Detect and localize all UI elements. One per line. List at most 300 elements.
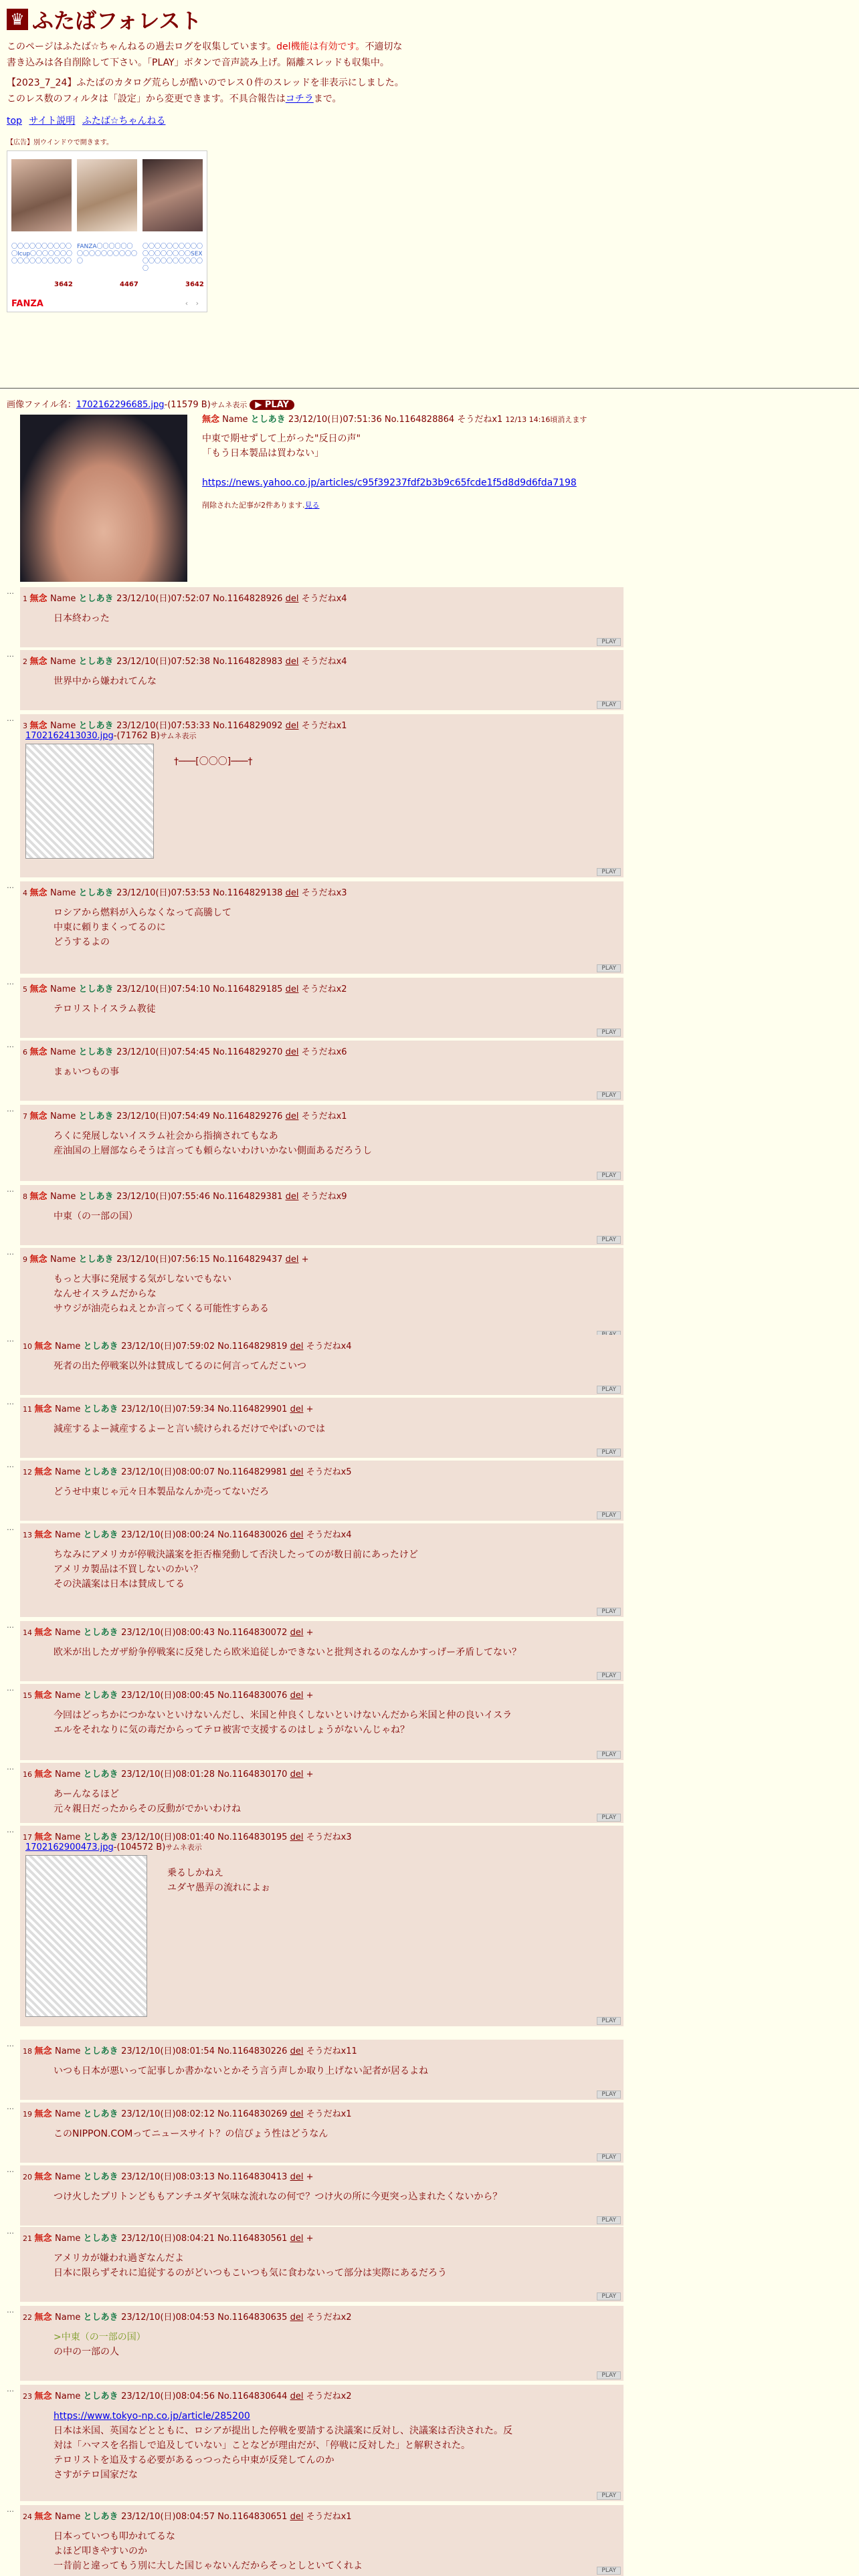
reply-number: 20: [23, 2173, 35, 2181]
reply-dots: …: [7, 1684, 14, 1693]
reply-message: [167, 1866, 270, 1895]
reply-dots: …: [7, 714, 14, 723]
reply-22: [7, 2306, 856, 2381]
reply-message: [54, 1002, 156, 1016]
reply-header: [23, 1767, 313, 1780]
update-text: 【2023_7_24】ふたばのカタログ荒らしが酷いのでレス０件のスレッドを非表示にしました。このレス数のフィルタは「設定」から変更できます。不具合報告は: [7, 78, 404, 104]
del-link[interactable]: del: [285, 594, 299, 604]
reply-dots: …: [7, 1826, 14, 1834]
reply-datetime: 23/12/10(日)08:01:54: [121, 2046, 218, 2056]
quote-text: >中東（の一部の国）: [54, 2332, 146, 2343]
reply-name: としあき: [83, 1467, 122, 1477]
site-title: ふたばフォレスト: [32, 8, 202, 33]
reply-dots: …: [7, 1763, 14, 1772]
reply-play-button[interactable]: PLAY: [597, 1448, 621, 1457]
reply-datetime: 23/12/10(日)07:55:46: [116, 1192, 213, 1202]
sodane-button[interactable]: +: [303, 1628, 314, 1638]
reply-play-button[interactable]: PLAY: [597, 1608, 621, 1616]
reply-header: [23, 1402, 313, 1414]
reply-dots: …: [7, 587, 14, 596]
reply-subject: 無念: [34, 1404, 56, 1414]
reply-play-button[interactable]: PLAY: [597, 1386, 621, 1394]
reply-10: [7, 1335, 856, 1395]
sodane-button[interactable]: +: [303, 1769, 314, 1780]
reply-name: としあき: [83, 1404, 122, 1414]
reply-dots: …: [7, 1185, 14, 1194]
reply-image[interactable]: [25, 1855, 147, 2017]
reply-number: 16: [23, 1770, 35, 1779]
reply-text: 欧米が出したガザ紛争停戦案に反発したら欧米追従しかできないと批判されるのなんかすっげー矛盾してない？: [54, 1647, 522, 1658]
reply-dots: …: [7, 2165, 14, 2174]
reply-post-number[interactable]: No.1164828926: [213, 594, 286, 604]
reply-name-label: Name: [55, 1769, 84, 1780]
update-text-end: まで。: [313, 94, 342, 104]
reply-1: [7, 587, 856, 647]
reply-name: としあき: [83, 1341, 122, 1352]
del-link[interactable]: del: [290, 2313, 304, 2323]
reply-number: 15: [23, 1691, 35, 1700]
reply-datetime: 23/12/10(日)08:00:43: [121, 1628, 218, 1638]
reply-dots: …: [7, 2505, 14, 2514]
reply-dots: …: [7, 1461, 14, 1469]
reply-post-number[interactable]: No.1164830651: [217, 2512, 290, 2522]
reply-dots: …: [7, 978, 14, 986]
del-link[interactable]: del: [285, 721, 299, 731]
reply-play-button[interactable]: PLAY: [597, 868, 621, 876]
reply-subject: 無念: [34, 1832, 56, 1842]
sodane-button[interactable]: そうだねx5: [303, 1467, 352, 1477]
reply-post-number[interactable]: No.1164830076: [217, 1691, 290, 1701]
reply-name: としあき: [78, 1192, 117, 1202]
reply-box: [20, 2040, 624, 2100]
reply-play-button[interactable]: PLAY: [597, 1672, 621, 1680]
reply-play-button[interactable]: PLAY: [597, 2371, 621, 2379]
reply-number: 14: [23, 1628, 35, 1637]
reply-header: [23, 1339, 352, 1352]
reply-message: [54, 1708, 512, 1737]
sodane-button[interactable]: そうだねx3: [298, 888, 347, 898]
del-link[interactable]: del: [290, 1769, 304, 1780]
del-link[interactable]: del: [285, 984, 299, 994]
ad-text-3[interactable]: 〇〇〇〇〇〇〇〇〇〇〇〇〇〇〇〇〇〇SEX〇〇〇〇〇〇〇〇〇〇〇: [142, 243, 203, 272]
reply-text: 世界中から嫌われてんな: [54, 676, 157, 687]
reply-box: [20, 1621, 624, 1681]
reply-box: [20, 1248, 624, 1340]
del-link[interactable]: del: [285, 657, 299, 667]
sodane-button[interactable]: そうだねx4: [303, 1530, 352, 1540]
reply-subject: 無念: [29, 721, 51, 731]
reply-box: [20, 2103, 624, 2163]
reply-number: 12: [23, 1468, 35, 1477]
reply-number: 8: [23, 1192, 30, 1201]
reply-name: としあき: [78, 1111, 117, 1121]
op-image[interactable]: [20, 415, 187, 582]
reply-post-number[interactable]: No.1164830269: [217, 2109, 290, 2119]
del-link[interactable]: del: [285, 1111, 299, 1121]
sodane-button[interactable]: そうだねx2: [303, 2391, 352, 2401]
del-link[interactable]: del: [290, 2234, 304, 2244]
reply-header: [23, 1252, 308, 1265]
reply-4: [7, 881, 856, 974]
reply-21: [7, 2227, 856, 2302]
op-file-line: [7, 397, 850, 410]
reply-name-label: Name: [55, 1404, 84, 1414]
reply-number: 13: [23, 1531, 35, 1539]
reply-box: [20, 1335, 624, 1395]
reply-box: [20, 1826, 624, 2026]
reply-link[interactable]: https://www.tokyo-np.co.jp/article/285200: [54, 2411, 250, 2422]
reply-play-button[interactable]: PLAY: [597, 2153, 621, 2161]
reply-7: [7, 1105, 856, 1181]
reply-post-number[interactable]: No.1164830226: [217, 2046, 290, 2056]
reply-post-number[interactable]: No.1164829437: [213, 1255, 286, 1265]
sodane-button[interactable]: そうだねx11: [303, 2046, 357, 2056]
reply-20: [7, 2165, 856, 2226]
reply-play-button[interactable]: PLAY: [597, 701, 621, 709]
reply-name: としあき: [83, 2391, 122, 2401]
reply-subject: 無念: [34, 1769, 56, 1780]
reply-message: [54, 1209, 138, 1224]
reply-box: [20, 1105, 624, 1181]
op-file-link[interactable]: 1702162296685.jpg: [76, 400, 165, 410]
op-sodane[interactable]: そうだねx1: [457, 415, 503, 425]
reply-post-number[interactable]: No.1164829185: [213, 984, 286, 994]
reply-number: 4: [23, 889, 30, 897]
reply-name-label: Name: [55, 2109, 84, 2119]
del-link[interactable]: del: [290, 1404, 304, 1414]
reply-header: [23, 1189, 347, 1202]
reply-dots: …: [7, 881, 14, 890]
reply-text: の中の一部の人: [54, 2347, 119, 2357]
reply-name-label: Name: [55, 1691, 84, 1701]
sodane-button[interactable]: そうだねx4: [303, 1341, 352, 1352]
ad-count-2: 4467: [120, 281, 138, 288]
reply-text: テロリストイスラム教徒: [54, 1004, 156, 1014]
reply-image[interactable]: [25, 744, 154, 859]
file-label: 画像ファイル名：: [7, 400, 76, 410]
intro-update: [7, 75, 408, 107]
reply-post-number[interactable]: No.1164830561: [217, 2234, 290, 2244]
reply-play-button[interactable]: PLAY: [597, 2567, 621, 2575]
sodane-button[interactable]: そうだねx2: [303, 2313, 352, 2323]
reply-play-button[interactable]: PLAY: [597, 964, 621, 972]
sodane-button[interactable]: +: [303, 1404, 314, 1414]
reply-post-number[interactable]: No.1164829381: [213, 1192, 286, 1202]
reply-post-number[interactable]: No.1164829138: [213, 888, 286, 898]
reply-number: 22: [23, 2313, 35, 2322]
reply-text: 日本っていつも叩かれてるな よほど叩きやすいのか 一昔前と違ってもう別に大した国じゃないんだからそっとしといてくれよ: [54, 2531, 363, 2571]
reply-dots: …: [7, 1335, 14, 1344]
sodane-button[interactable]: そうだねx1: [298, 1111, 347, 1121]
reply-post-number[interactable]: No.1164829276: [213, 1111, 286, 1121]
reply-number: 19: [23, 2110, 35, 2119]
reply-box: [20, 1041, 624, 1101]
reply-dots: …: [7, 2306, 14, 2315]
reply-dots: …: [7, 1398, 14, 1406]
reply-box: [20, 2306, 624, 2381]
reply-datetime: 23/12/10(日)07:52:07: [116, 594, 213, 604]
reply-dots: …: [7, 2385, 14, 2393]
del-link[interactable]: del: [285, 1047, 299, 1057]
ad-banner[interactable]: [7, 150, 207, 312]
reply-post-number[interactable]: No.1164830195: [217, 1832, 290, 1842]
reply-text: まぁいつもの事: [54, 1067, 119, 1077]
reply-text: 中東（の一部の国）: [54, 1211, 138, 1222]
reply-text: ロシアから燃料が入らなくなって高騰して 中東に頼りまくってるのに どうするよの: [54, 907, 231, 948]
reply-19: [7, 2103, 856, 2163]
reply-number: 5: [23, 985, 30, 994]
del-link[interactable]: del: [290, 1691, 304, 1701]
reply-name-label: Name: [50, 1111, 79, 1121]
reply-number: 11: [23, 1405, 35, 1414]
reply-datetime: 23/12/10(日)08:00:24: [121, 1530, 218, 1540]
del-link[interactable]: del: [285, 1192, 299, 1202]
reply-file-size: -(104572 B): [113, 1842, 166, 1852]
ad-image-1[interactable]: [11, 159, 72, 231]
reply-dots: …: [7, 1248, 14, 1257]
reply-datetime: 23/12/10(日)08:03:13: [121, 2172, 218, 2182]
op-post: [7, 397, 850, 510]
del-link[interactable]: del: [290, 2172, 304, 2182]
reply-name: としあき: [83, 1691, 122, 1701]
ad-text-2[interactable]: FANZA〇〇〇〇〇〇〇〇〇〇〇〇〇〇〇〇〇: [77, 243, 138, 265]
reply-message: [54, 611, 110, 626]
ad-count-3: 3642: [185, 281, 204, 288]
reply-post-number[interactable]: No.1164830170: [217, 1769, 290, 1780]
reply-play-button[interactable]: PLAY: [597, 2492, 621, 2500]
reply-name-label: Name: [55, 1467, 84, 1477]
op-line-2: 「もう日本製品は買わない」: [202, 448, 324, 459]
del-link[interactable]: del: [290, 2512, 304, 2522]
sodane-button[interactable]: +: [298, 1255, 309, 1265]
nav-about-link[interactable]: サイト説明: [29, 116, 76, 126]
sodane-button[interactable]: +: [303, 1691, 314, 1701]
reply-post-number[interactable]: No.1164830413: [217, 2172, 290, 2182]
nav-links: [7, 114, 850, 127]
reply-message: [54, 1422, 325, 1436]
op-message: [202, 431, 804, 513]
reply-text: 死者の出た停戦案以外は賛成してるのに何言ってんだこいつ: [54, 1361, 306, 1372]
reply-play-button[interactable]: PLAY: [597, 638, 621, 646]
reply-header: [23, 1465, 352, 1477]
show-deleted-link[interactable]: 見る: [304, 501, 320, 510]
reply-message: [54, 1065, 119, 1079]
del-link[interactable]: del: [290, 2046, 304, 2056]
reply-box: [20, 1398, 624, 1458]
op-line-1: 中東で期せずして上がった"反日の声": [202, 433, 361, 444]
reply-header: [23, 1527, 352, 1540]
reply-name-label: Name: [50, 594, 79, 604]
ad-nav-arrows[interactable]: ‹ ›: [185, 299, 201, 308]
op-number[interactable]: No.1164828864: [384, 415, 455, 425]
del-link[interactable]: del: [290, 1832, 304, 1842]
reply-header: [23, 654, 347, 667]
reply-post-number[interactable]: No.1164830635: [217, 2313, 290, 2323]
reply-message: [54, 1272, 269, 1316]
reply-number: 6: [23, 1048, 30, 1057]
reply-post-number[interactable]: No.1164829092: [213, 721, 286, 731]
del-link[interactable]: del: [285, 888, 299, 898]
op-name: としあき: [250, 415, 286, 425]
op-article-link[interactable]: https://news.yahoo.co.jp/articles/c95f39237fdf2b3b9c65fcde1f5d8d9d6fda7198: [202, 477, 577, 488]
reply-header: [23, 1625, 313, 1638]
reply-datetime: 23/12/10(日)08:04:53: [121, 2313, 218, 2323]
reply-datetime: 23/12/10(日)08:04:56: [121, 2391, 218, 2401]
reply-datetime: 23/12/10(日)08:04:57: [121, 2512, 218, 2522]
reply-message: [54, 2064, 428, 2078]
ad-count-1: 3642: [54, 281, 73, 288]
reply-play-button[interactable]: PLAY: [597, 2090, 621, 2099]
del-link[interactable]: del: [285, 1255, 299, 1265]
reply-name: としあき: [78, 657, 117, 667]
reply-text: 今回はどっちかにつかないといけないんだし、米国と仲良くしないといけないんだから米国と仲の良いイスラ エルをそれなりに気の毒だからってテロ被害で支援するのはしょうがないんじゃね？: [54, 1710, 512, 1735]
sodane-button[interactable]: そうだねx2: [298, 984, 347, 994]
sodane-button[interactable]: そうだねx4: [298, 657, 347, 667]
ad-text-1[interactable]: 〇〇〇〇〇〇〇〇〇〇〇Icup〇〇〇〇〇〇〇〇〇〇〇〇〇〇〇〇〇: [11, 243, 73, 265]
op-expire: 12/13 14:16頃消えます: [505, 415, 587, 424]
reply-post-number[interactable]: No.1164830026: [217, 1530, 290, 1540]
reply-datetime: 23/12/10(日)07:54:45: [116, 1047, 213, 1057]
reply-play-button[interactable]: PLAY: [597, 2017, 621, 2025]
reply-name-label: Name: [50, 1192, 79, 1202]
nav-top-link[interactable]: top: [7, 116, 22, 126]
reply-play-button[interactable]: PLAY: [597, 1511, 621, 1519]
reply-box: [20, 587, 624, 647]
reply-2: [7, 650, 856, 710]
sodane-button[interactable]: そうだねx1: [303, 2512, 352, 2522]
reply-subject: 無念: [34, 1628, 56, 1638]
reply-post-number[interactable]: No.1164830644: [217, 2391, 290, 2401]
reply-file-link[interactable]: 1702162413030.jpg: [25, 731, 114, 741]
reply-play-button[interactable]: PLAY: [597, 1029, 621, 1037]
reply-header: [23, 1045, 347, 1057]
reply-post-number[interactable]: No.1164829270: [213, 1047, 286, 1057]
reply-9: [7, 1248, 856, 1340]
del-link[interactable]: del: [290, 2109, 304, 2119]
reply-datetime: 23/12/10(日)07:56:15: [116, 1255, 213, 1265]
nav-futaba-link[interactable]: ふたば☆ちゃんねる: [82, 116, 166, 126]
reply-message: [174, 754, 253, 769]
reply-name: としあき: [78, 1255, 117, 1265]
intro-notice: [7, 39, 408, 71]
reply-play-button[interactable]: PLAY: [597, 2216, 621, 2224]
reply-datetime: 23/12/10(日)07:53:53: [116, 888, 213, 898]
reply-name: としあき: [83, 2046, 122, 2056]
sodane-button[interactable]: そうだねx1: [298, 721, 347, 731]
reply-name-label: Name: [50, 657, 79, 667]
sodane-button[interactable]: そうだねx9: [298, 1192, 347, 1202]
deleted-note: 削除された記事が2件あります.: [202, 501, 305, 510]
reply-text: あーんなるほど 元々親日だったからその反動がでかいわけね: [54, 1789, 241, 1814]
reply-post-number[interactable]: No.1164829819: [217, 1341, 290, 1352]
reply-play-button[interactable]: PLAY: [597, 1751, 621, 1759]
reply-message: [54, 2189, 502, 2204]
reply-subject: 無念: [29, 594, 51, 604]
sodane-button[interactable]: +: [303, 2172, 314, 2182]
op-play-button[interactable]: ▶ PLAY: [250, 400, 294, 410]
reply-datetime: 23/12/10(日)07:52:38: [116, 657, 213, 667]
reply-name: としあき: [78, 984, 117, 994]
reply-box: [20, 2165, 624, 2226]
reply-number: 18: [23, 2047, 35, 2056]
reply-header: [23, 2169, 313, 2182]
reply-post-number[interactable]: No.1164830072: [217, 1628, 290, 1638]
sodane-button[interactable]: そうだねx6: [298, 1047, 347, 1057]
reply-play-button[interactable]: PLAY: [597, 2292, 621, 2300]
del-link[interactable]: del: [290, 1467, 304, 1477]
reply-post-number[interactable]: No.1164829901: [217, 1404, 290, 1414]
reply-subject: 無念: [34, 1530, 56, 1540]
reply-header: [23, 2310, 352, 2323]
reply-play-button[interactable]: PLAY: [597, 1814, 621, 1822]
ad-image-2[interactable]: [77, 159, 137, 231]
reply-box: [20, 2385, 624, 2501]
reply-13: [7, 1523, 856, 1617]
sodane-button[interactable]: そうだねx4: [298, 594, 347, 604]
reply-box: [20, 1185, 624, 1245]
reply-subject: 無念: [29, 657, 51, 667]
del-link[interactable]: del: [290, 1530, 304, 1540]
intro-text-2: 不適切な書き込みは各自削除して下さい。「PLAY」ボタンで音声読み上げ。隔離スレッドも収集中。: [7, 41, 403, 68]
reply-name: としあき: [83, 1769, 122, 1780]
sodane-button[interactable]: そうだねx3: [303, 1832, 352, 1842]
reply-message: [54, 2251, 447, 2280]
reply-post-number[interactable]: No.1164828983: [213, 657, 286, 667]
reply-name: としあき: [78, 721, 117, 731]
report-link[interactable]: コチラ: [285, 94, 314, 104]
reply-play-button[interactable]: PLAY: [597, 1091, 621, 1099]
reply-subject: 無念: [29, 1047, 51, 1057]
reply-subject: 無念: [29, 888, 51, 898]
op-name-label: Name: [222, 415, 248, 425]
sodane-button[interactable]: +: [303, 2234, 314, 2244]
op-subject: 無念: [202, 415, 220, 425]
ad-image-3[interactable]: [142, 159, 203, 231]
reply-message: [54, 1485, 269, 1499]
reply-text: いつも日本が悪いって記事しか書かないとかそう言う声しか取り上げない記者が居るよね: [54, 2066, 428, 2076]
del-link[interactable]: del: [290, 1628, 304, 1638]
reply-subject: 無念: [29, 1111, 51, 1121]
reply-number: 2: [23, 657, 30, 666]
reply-name-label: Name: [55, 1628, 84, 1638]
reply-box: [20, 1523, 624, 1617]
reply-name-label: Name: [50, 888, 79, 898]
reply-subject: 無念: [34, 1467, 56, 1477]
reply-post-number[interactable]: No.1164829981: [217, 1467, 290, 1477]
reply-text: つけ火したプリトンどももアンチユダヤ気味な流れなの何で？つけ火の所に今更突っ込まれたくないから？: [54, 2191, 502, 2202]
reply-name: としあき: [78, 888, 117, 898]
del-link[interactable]: del: [290, 1341, 304, 1352]
reply-file-link[interactable]: 1702162900473.jpg: [25, 1842, 114, 1852]
reply-number: 10: [23, 1342, 35, 1351]
reply-header: [23, 2389, 352, 2401]
ad-note: 【広告】別ウインドウで開きます。: [7, 139, 113, 146]
reply-box: [20, 1461, 624, 1521]
reply-play-button[interactable]: PLAY: [597, 1236, 621, 1244]
reply-subject: 無念: [29, 1255, 51, 1265]
reply-3: [7, 714, 856, 877]
reply-name-label: Name: [50, 984, 79, 994]
del-link[interactable]: del: [290, 2391, 304, 2401]
reply-text: 日本は米国、英国などとともに、ロシアが提出した停戦を要請する決議案に反対し、決議案は否決された。反 対は「ハマスを名指しで追及していない」ことなどが理由だが、「停戦に反対した」と解釈された。 テロリストを追及する必要があるっつったら中東が反発してんのか さすがテロ国家だな: [54, 2426, 512, 2480]
thumb-note: サムネ表示: [160, 732, 197, 740]
reply-datetime: 23/12/10(日)08:01:40: [121, 1832, 218, 1842]
reply-text: ちなみにアメリカが停戦決議案を拒否権発動して否決したってのが数日前にあったけど アメリカ製品は不買しないのかい？ その決議案は日本は賛成してる: [54, 1549, 418, 1590]
reply-14: [7, 1621, 856, 1681]
sodane-button[interactable]: そうだねx1: [303, 2109, 352, 2119]
reply-play-button[interactable]: PLAY: [597, 1172, 621, 1180]
reply-datetime: 23/12/10(日)08:00:45: [121, 1691, 218, 1701]
